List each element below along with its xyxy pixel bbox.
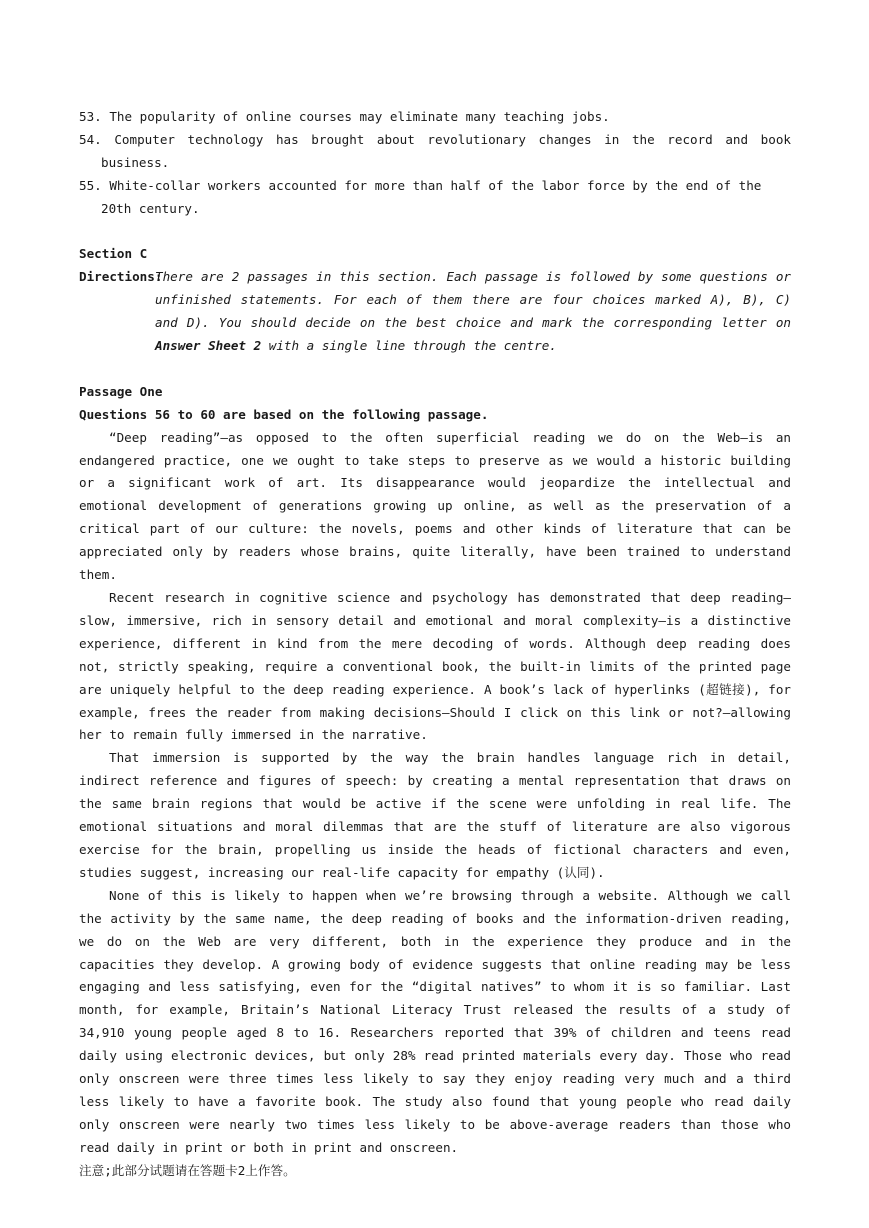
directions-text-before: There are 2 passages in this section. Each passage is followed by some questions or unfinished statements. For each of them there are four choices marked A), B), C) and D). You should decide on the best choice and mark the corresponding letter on bbox=[155, 269, 791, 331]
paragraph-1: “Deep reading”—as opposed to the often superficial reading we do on the Web—is an endangered practice, one we ought to take steps to preserve as we would a historic building or a significant work of art. Its disappearance would jeopardize the intellectual and emotional development of generations growing up online, as well as the preservation of a critical part of our culture: the novels, poems and other kinds of literature that can be appreciated only by readers whose brains, quite literally, have been trained to understand them. bbox=[79, 429, 791, 583]
paragraph-3: That immersion is supported by the way the brain handles language rich in detail, indirect reference and figures of speech: by creating a mental representation that draws on the same brain regions that would be active if the scene were unfolding in real life. The emotional situations and moral dilemmas that are the stuff of literature are also vigorous exercise for the brain, propelling us inside the heads of fictional characters and even, studies suggest, increasing our real-life capacity for empathy (认同). bbox=[79, 750, 791, 880]
directions-text-after: with a single line through the centre. bbox=[261, 338, 557, 354]
statement-53: 53. The popularity of online courses may eliminate many teaching jobs. bbox=[79, 109, 610, 124]
answer-sheet-emphasis: Answer Sheet 2 bbox=[155, 338, 262, 354]
section-title: Section C bbox=[79, 246, 148, 262]
passage-title: Passage One bbox=[79, 383, 163, 399]
paragraph-4: None of this is likely to happen when we’re browsing through a website. Although we call the activity by the same name, the deep reading of books and the information-driven reading, we do on the Web are very different, both in the experience they produce and in the capacities they develop. A growing body of evidence suggests that online reading may be less engaging and less satisfying, even for the “digital natives” to whom it is so familiar. Last month, for example, Britain’s National Literacy Trust released the results of a study of 34,910 young people aged 8 to 16. Researchers reported that 39% of children and teens read daily using electronic devices, but only 28% read printed materials every day. Those who read only onscreen were three times less likely to say they enjoy reading very much and a third less likely to have a favorite book. The study also found that young people who read daily only onscreen were nearly two times less likely to be above-average readers than those who read daily in print or both in print and onscreen. bbox=[79, 887, 791, 1155]
statement-54: 54. Computer technology has brought about revolutionary changes in the record and book business. bbox=[79, 131, 791, 170]
directions bbox=[79, 266, 791, 358]
directions-text bbox=[155, 266, 791, 358]
paragraph-2: Recent research in cognitive science and psychology has demonstrated that deep reading—slow, immersive, rich in sensory detail and emotional and moral complexity—is a distinctive experience, different in kind from the mere decoding of words. Although deep reading does not, strictly speaking, require a conventional book, the built-in limits of the printed page are uniquely helpful to the deep reading experience. A book’s lack of hyperlinks (超链接), for example, frees the reader from making decisions—Should I click on this link or not?—allowing her to remain fully immersed in the narrative. bbox=[79, 590, 791, 743]
exam-page bbox=[79, 106, 791, 1183]
statement-55: 55. White-collar workers accounted for more than half of the labor force by the end of the 20th century. bbox=[79, 177, 762, 216]
directions-label: Directions: bbox=[79, 269, 163, 285]
answer-note: 注意;此部分试题请在答题卡2上作答。 bbox=[79, 1162, 296, 1178]
passage-subtitle: Questions 56 to 60 are based on the following passage. bbox=[79, 406, 489, 422]
